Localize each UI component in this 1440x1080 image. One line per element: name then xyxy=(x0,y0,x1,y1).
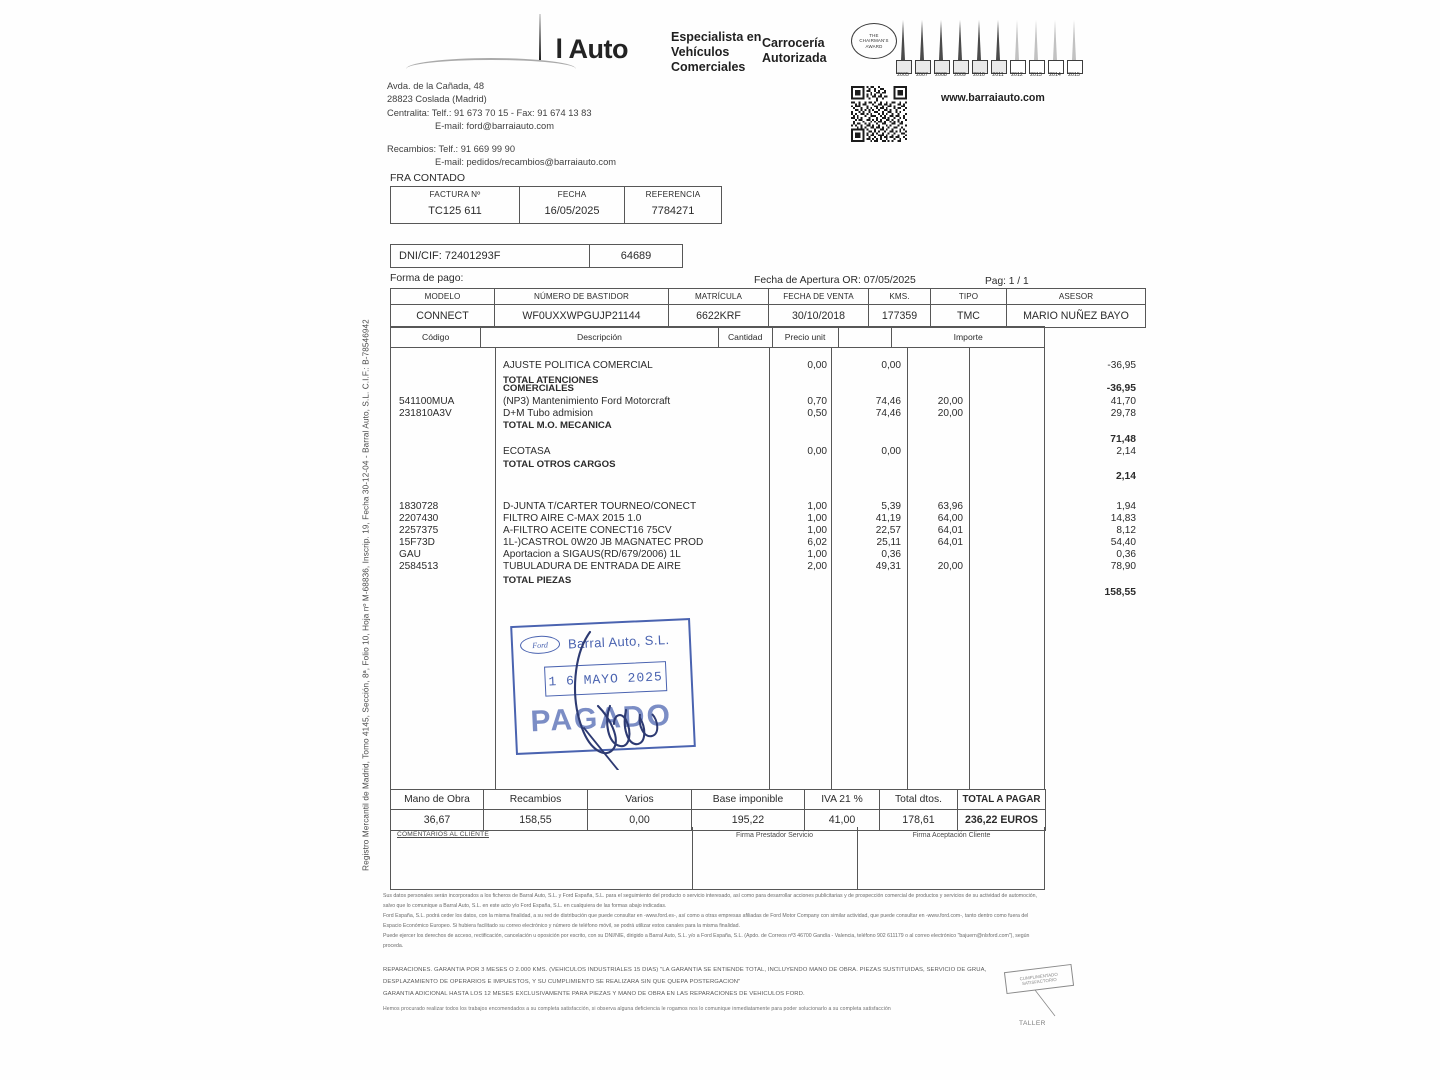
line-item-codigo: 2207430 xyxy=(399,513,439,524)
totals-header-varios: Varios xyxy=(588,790,692,810)
line-item-codigo: 231810A3V xyxy=(399,408,452,419)
taller-label: TALLER xyxy=(1019,1020,1046,1027)
line-item-descripcion: COMERCIALES xyxy=(503,383,574,394)
line-item-cantidad: 0,00 xyxy=(807,446,827,457)
line-item-cantidad: 1,00 xyxy=(807,549,827,560)
tagline-line-1: Especialista en xyxy=(671,30,762,44)
line-item-descripcion: TOTAL PIEZAS xyxy=(503,575,572,586)
line-item-precio-unit: 0,36 xyxy=(881,549,901,560)
ford-oval-icon: Ford xyxy=(520,635,561,655)
line-item-descripcion: D+M Tubo admision xyxy=(503,408,594,419)
tagline-line-2: Vehículos xyxy=(671,45,730,59)
invoice-meta-value-row xyxy=(391,202,722,224)
items-header-descripcion: Descripción xyxy=(481,327,719,347)
cliente-num-value: 64689 xyxy=(590,245,683,268)
totals-iva: 41,00 xyxy=(805,810,880,831)
invoice-meta-table xyxy=(390,186,722,224)
totals-total-dtos: 178,61 xyxy=(880,810,958,831)
trophy-row xyxy=(895,18,1082,80)
trophy-year-label: 2014 xyxy=(1049,72,1061,78)
company-logo xyxy=(398,14,628,72)
header-fecha: FECHA xyxy=(520,187,625,203)
trophy-spire-icon xyxy=(1015,20,1019,60)
warranty-line-2: DESPLAZAMIENTO DE OPERARIOS E IMPUESTOS, Y SU CUMPLIMIENTO SE REALIZARA SIN QUE QUEPA POSTERGACION" xyxy=(383,979,741,985)
line-item-descuento: 64,01 xyxy=(937,537,963,548)
line-items-header-row xyxy=(391,326,1044,348)
totals-table xyxy=(390,789,1046,831)
trophy-year-label: 2009 xyxy=(954,72,966,78)
vehicle-header-fecha-venta: FECHA DE VENTA xyxy=(769,289,869,305)
line-item-precio-unit: 49,31 xyxy=(875,561,901,572)
dni-cif-value: DNI/CIF: 72401293F xyxy=(391,245,590,268)
line-item-codigo: 2584513 xyxy=(399,561,439,572)
tagline-carroceria xyxy=(762,36,827,66)
items-header-codigo: Código xyxy=(391,327,481,347)
line-item-importe: 1,94 xyxy=(1116,501,1136,512)
line-item-importe: 71,48 xyxy=(1110,434,1136,445)
line-item-row xyxy=(391,419,1044,432)
trophy-year-label: 2010 xyxy=(973,72,985,78)
line-item-codigo: 541100MUA xyxy=(399,396,455,407)
line-item-cantidad: 0,00 xyxy=(807,360,827,371)
trophy-year-label: 2011 xyxy=(992,72,1004,78)
line-item-descuento: 20,00 xyxy=(937,408,963,419)
totals-header-mano-de-obra: Mano de Obra xyxy=(391,790,484,810)
line-item-precio-unit: 22,57 xyxy=(875,525,901,536)
award-seal-line-1: THE xyxy=(869,32,879,38)
totals-header-base-imponible: Base imponible xyxy=(692,790,805,810)
tagline-especialista xyxy=(671,30,761,75)
line-items-body xyxy=(391,348,1136,789)
totals-recambios: 158,55 xyxy=(484,810,588,831)
signature-row xyxy=(390,827,1045,890)
line-item-precio-unit: 25,11 xyxy=(876,537,901,548)
logo-tick-icon xyxy=(539,14,541,60)
trophy-spire-icon xyxy=(901,20,905,60)
chairmans-award-logo xyxy=(851,18,1080,80)
trophy-year-label: 2013 xyxy=(1030,72,1042,78)
value-referencia: 7784271 xyxy=(625,202,722,224)
vehicle-matricula: 6622KRF xyxy=(669,305,769,328)
line-item-precio-unit: 5,39 xyxy=(881,501,901,512)
header-factura-num: FACTURA Nº xyxy=(391,187,520,203)
line-item-descripcion: 1L-)CASTROL 0W20 JB MAGNATEC PROD xyxy=(503,537,704,548)
trophy-spire-icon xyxy=(939,20,943,60)
paid-stamp xyxy=(510,618,696,755)
totals-varios: 0,00 xyxy=(588,810,692,831)
items-header-precio-unit: Precio unit xyxy=(773,327,839,347)
line-item-importe: 158,55 xyxy=(1104,587,1136,598)
recambios-email: E-mail: pedidos/recambios@barraiauto.com xyxy=(435,157,616,168)
trophy-2005 xyxy=(895,18,911,80)
trophy-year-label: 2008 xyxy=(935,72,947,78)
line-item-descripcion: FILTRO AIRE C-MAX 2015 1.0 xyxy=(503,513,642,524)
trophy-spire-icon xyxy=(958,20,962,60)
forma-de-pago-label: Forma de pago: xyxy=(390,273,464,284)
line-item-descripcion: TOTAL OTROS CARGOS xyxy=(503,459,616,470)
line-item-cantidad: 2,00 xyxy=(807,561,827,572)
line-item-importe: 29,78 xyxy=(1110,408,1136,419)
registry-footer-text: Registro Mercantil de Madrid, Tomo 4145, Sección, 8ª, Folio 10, Hoja nº M-68836, Inscrip. 19, Fecha 30-12-04 - Barral Auto, S.L. C.I.F.: B-78546942 xyxy=(361,319,371,871)
header-referencia: REFERENCIA xyxy=(625,187,722,203)
legal-paragraph-3: Puede ejercer los derechos de acceso, rectificación, cancelación u oposición por escrito, con su DNI/NIE, dirigido a Barral Auto, S.L. y/o a Ford España, S.L. (Apdo. de Correos nº3 46700 Gandía - Valencia, teléfono 902 611179 o al correo electrónico "bajuern@nlsford.com"), según proceda. xyxy=(383,933,1030,949)
trophy-year-label: 2015 xyxy=(1068,72,1080,78)
comentarios-al-cliente-label: COMENTARIOS AL CLIENTE xyxy=(397,831,489,838)
trophy-2008 xyxy=(933,18,949,80)
trophy-2013 xyxy=(1028,18,1044,80)
taller-annotation xyxy=(1005,968,1085,1038)
totals-header-iva: IVA 21 % xyxy=(805,790,880,810)
trophy-2014 xyxy=(1047,18,1063,80)
totals-base-imponible: 195,22 xyxy=(692,810,805,831)
taller-leader-line xyxy=(1005,968,1085,1038)
line-item-precio-unit: 74,46 xyxy=(875,396,901,407)
trophy-2012 xyxy=(1009,18,1025,80)
vehicle-bastidor: WF0UXXWPGUJP21144 xyxy=(495,305,669,328)
line-item-codigo: 15F73D xyxy=(399,537,435,548)
warranty-line-1: REPARACIONES. GARANTIA POR 3 MESES O 2.000 KMS. (VEHICULOS INDUSTRIALES 15 DIAS) "LA GARANTIA SE ENTIENDE TOTAL, INCLUYENDO MANO DE OBRA. PIEZAS SUSTITUIDAS, SERVICIO DE GRUA, xyxy=(383,967,987,973)
customer-id-row xyxy=(391,245,683,268)
trophy-spire-icon xyxy=(1034,20,1038,60)
stamp-date: 1 6 MAYO 2025 xyxy=(544,661,667,697)
line-item-importe: 78,90 xyxy=(1110,561,1136,572)
award-seal-line-3: AWARD xyxy=(865,43,883,49)
totals-total-a-pagar: 236,22 EUROS xyxy=(958,810,1046,831)
stamp-company-name: Barral Auto, S.L. xyxy=(567,631,670,652)
vehicle-fecha-venta: 30/10/2018 xyxy=(769,305,869,328)
recambios-phone: Recambios: Telf.: 91 669 99 90 xyxy=(387,143,515,154)
trophy-spire-icon xyxy=(1053,20,1057,60)
vehicle-header-kms: KMS. xyxy=(869,289,931,305)
line-item-descripcion: TUBULADURA DE ENTRADA DE AIRE xyxy=(503,561,681,572)
line-items-table xyxy=(390,326,1136,790)
qr-code-icon xyxy=(851,86,907,142)
line-item-importe: 41,70 xyxy=(1110,396,1136,407)
line-item-importe: 8,12 xyxy=(1116,525,1136,536)
privacy-legal-text xyxy=(383,892,1045,953)
line-item-codigo: GAU xyxy=(399,549,421,560)
line-item-precio-unit: 41,19 xyxy=(875,513,901,524)
line-item-importe: 0,36 xyxy=(1116,549,1136,560)
fra-contado-label: FRA CONTADO xyxy=(390,172,466,184)
line-item-importe: 2,14 xyxy=(1116,446,1136,457)
line-item-importe: 54,40 xyxy=(1110,537,1136,548)
stamp-status-pagado: PAGADO xyxy=(529,698,673,739)
trophy-spire-icon xyxy=(977,20,981,60)
trophy-year-label: 2007 xyxy=(916,72,928,78)
line-item-importe: -36,95 xyxy=(1106,383,1136,394)
vehicle-modelo: CONNECT xyxy=(391,305,495,328)
line-item-row xyxy=(391,586,1136,599)
trophy-2015 xyxy=(1066,18,1082,80)
vehicle-tipo: TMC xyxy=(931,305,1007,328)
line-item-row xyxy=(391,560,1136,573)
line-item-row xyxy=(391,445,1136,458)
totals-header-total-a-pagar: TOTAL A PAGAR xyxy=(958,790,1046,810)
vehicle-header-bastidor: NÚMERO DE BASTIDOR xyxy=(495,289,669,305)
line-item-descripcion: A-FILTRO ACEITE CONECT16 75CV xyxy=(503,525,672,536)
line-item-descripcion: TOTAL ATENCIONES xyxy=(503,375,599,386)
line-item-descuento: 64,00 xyxy=(937,513,963,524)
fecha-apertura-or: Fecha de Apertura OR: 07/05/2025 xyxy=(754,275,916,286)
line-item-cantidad: 1,00 xyxy=(807,525,827,536)
vehicle-header-matricula: MATRÍCULA xyxy=(669,289,769,305)
line-item-codigo: 1830728 xyxy=(399,501,439,512)
line-item-descuento: 64,01 xyxy=(937,525,963,536)
line-item-descripcion: (NP3) Mantenimiento Ford Motorcraft xyxy=(503,396,671,407)
company-contact-block xyxy=(387,80,616,169)
address-line-2: 28823 Coslada (Madrid) xyxy=(387,94,487,105)
items-header-importe: Importe xyxy=(953,332,983,342)
firma-aceptacion-cliente-label: Firma Aceptación Cliente xyxy=(912,832,991,839)
line-item-cantidad: 1,00 xyxy=(807,501,827,512)
tagline2-line-2: Autorizada xyxy=(762,51,827,65)
tagline-line-3: Comerciales xyxy=(671,60,746,74)
totals-header-row xyxy=(391,790,1046,810)
logo-wordmark: l Auto xyxy=(555,34,628,64)
warranty-note: Hemos procurado realizar todos los trabajos encomendados a su completa satisfacción, si observa alguna deficiencia le rogamos nos lo comunique inmediatamente para poder solucionarlo a su completa satisfacción xyxy=(383,1006,891,1012)
vehicle-header-modelo: MODELO xyxy=(391,289,495,305)
line-item-cantidad: 0,70 xyxy=(807,396,827,407)
award-seal-icon xyxy=(851,23,897,59)
line-item-codigo: 2257375 xyxy=(399,525,439,536)
legal-paragraph-1: Sus datos personales serán incorporados a los ficheros de Barral Auto, S.L. y Ford España, S.L. para el seguimiento del producto o servicio interesado, así como para desarrollar acciones publicitarias y de prospección comercial de productos y servicios de su actividad de automoción, salvo que lo comunique a Barral Auto, S.L. en este acto y/o Ford España, S.L. en cualquiera de las formas abajo indicadas. xyxy=(383,893,1037,909)
value-factura-num: TC125 611 xyxy=(391,202,520,224)
vehicle-asesor: MARIO NUÑEZ BAYO xyxy=(1007,305,1146,328)
customer-id-table xyxy=(390,244,683,268)
trophy-2007 xyxy=(914,18,930,80)
vehicle-value-row xyxy=(391,305,1146,328)
invoice-meta-header-row xyxy=(391,187,722,203)
vehicle-header-row xyxy=(391,289,1146,305)
line-item-precio-unit: 0,00 xyxy=(881,360,901,371)
line-item-descripcion: D-JUNTA T/CARTER TOURNEO/CONECT xyxy=(503,501,697,512)
line-item-descuento: 63,96 xyxy=(937,501,963,512)
page-number: Pag: 1 / 1 xyxy=(985,276,1029,287)
items-header-cantidad: Cantidad xyxy=(719,327,773,347)
website-url[interactable]: www.barraiauto.com xyxy=(941,92,1045,104)
line-item-descuento: 20,00 xyxy=(937,561,963,572)
line-item-importe: -36,95 xyxy=(1107,360,1136,371)
line-item-row xyxy=(391,382,1136,395)
legal-paragraph-2: Ford España, S.L. podrá ceder los datos, con la misma finalidad, a su red de distribución que puede consultar en -www.ford.es-, así como a otras empresas afiliadas de Ford Motor Company con similar actividad, que puede consultar en -www.ford.com-, tanto dentro como fuera del Espacio Económico Europeo. Si hubiera facilitado su correo electrónico y número de teléfono móvil, se podrá utilizar estos canales para la misma finalidad. xyxy=(383,913,1029,929)
trophy-spire-icon xyxy=(1072,20,1076,60)
award-seal-line-2: CHAIRMAN'S xyxy=(859,38,889,44)
address-line-1: Avda. de la Cañada, 48 xyxy=(387,81,485,91)
tagline2-line-1: Carrocería xyxy=(762,36,825,50)
centralita-email: E-mail: ford@barraiauto.com xyxy=(435,121,554,132)
line-item-cantidad: 1,00 xyxy=(807,513,827,524)
vehicle-header-tipo: TIPO xyxy=(931,289,1007,305)
vehicle-kms: 177359 xyxy=(869,305,931,328)
totals-mano-de-obra: 36,67 xyxy=(391,810,484,831)
line-item-row xyxy=(391,359,1136,372)
trophy-year-label: 2005 xyxy=(897,72,909,78)
stamp-header xyxy=(520,630,670,655)
trophy-spire-icon xyxy=(996,20,1000,60)
line-item-importe: 2,14 xyxy=(1115,471,1136,482)
line-item-descripcion: ECOTASA xyxy=(503,446,551,457)
vehicle-table xyxy=(390,288,1146,328)
line-item-descripcion: AJUSTE POLITICA COMERCIAL xyxy=(503,360,653,371)
warranty-text xyxy=(383,965,1023,1016)
line-item-cantidad: 0,50 xyxy=(807,408,827,419)
line-item-row xyxy=(391,470,1136,483)
logo-swoosh-icon xyxy=(406,58,576,69)
line-item-descripcion: Aportacion a SIGAUS(RD/679/2006) 1L xyxy=(503,549,681,560)
line-item-cantidad: 6,02 xyxy=(807,537,827,548)
totals-header-recambios: Recambios xyxy=(484,790,588,810)
line-item-precio-unit: 74,46 xyxy=(875,408,901,419)
vehicle-header-asesor: ASESOR xyxy=(1007,289,1146,305)
trophy-2010 xyxy=(971,18,987,80)
firma-prestador-servicio-label: Firma Prestador Servicio xyxy=(735,832,814,839)
warranty-line-3: GARANTIA ADICIONAL HASTA LOS 12 MESES EXCLUSIVAMENTE PARA PIEZAS Y MANO DE OBRA EN LAS REPARACIONES DE VEHICULOS FORD. xyxy=(383,991,805,997)
line-item-descripcion: TOTAL M.O. MECANICA xyxy=(503,420,612,431)
line-item-importe: 14,83 xyxy=(1110,513,1136,524)
line-item-descuento: 20,00 xyxy=(937,396,963,407)
trophy-year-label: 2012 xyxy=(1011,72,1023,78)
items-header-descuento xyxy=(839,327,893,347)
trophy-spire-icon xyxy=(920,20,924,60)
value-fecha: 16/05/2025 xyxy=(520,202,625,224)
trophy-2009 xyxy=(952,18,968,80)
taller-stamp-box: CUMPLIMENTADO SATISFACTORIO xyxy=(1004,964,1074,994)
line-item-precio-unit: 0,00 xyxy=(881,446,901,457)
centralita-phone: Centralita: Telf.: 91 673 70 15 - Fax: 91 674 13 83 xyxy=(387,107,592,118)
trophy-2011 xyxy=(990,18,1006,80)
totals-header-total-dtos: Total dtos. xyxy=(880,790,958,810)
